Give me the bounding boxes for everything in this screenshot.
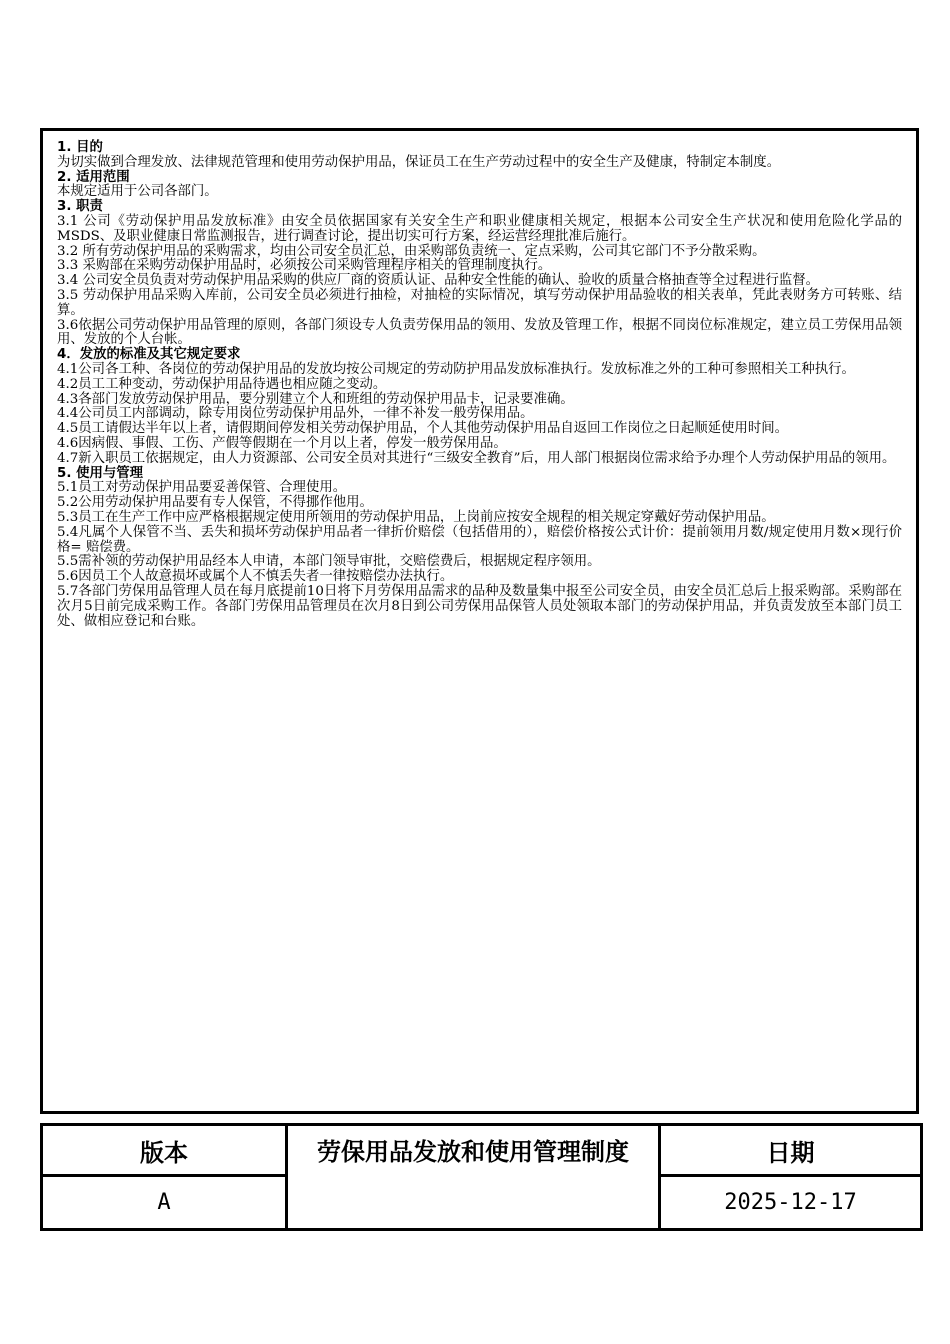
clause-5-4: 5.4凡属个人保管不当、丢失和损坏劳动保护用品者一律折价赔偿（包括借用的），赔偿价格按公式计价：提前领用月数/规定使用月数×现行价格= 赔偿费。 (57, 524, 902, 555)
version-label: 版本 (42, 1125, 287, 1176)
clause-5-5: 5.5需补领的劳动保护用品经本人申请，本部门领导审批，交赔偿费后，根据规定程序领用。 (57, 554, 601, 570)
section-4-heading: 4．发放的标准及其它规定要求 (57, 347, 241, 363)
clause-3-1: 3.1 公司《劳动保护用品发放标准》由安全员依据国家有关安全生产和职业健康相关规定，根据本公司安全生产状况和使用危险化学品的MSDS、及职业健康日常监测报告，进行调查讨论，提出切实可行方案，经运营经理批准后施行。 (57, 213, 902, 244)
clause-4-5: 4.5员工请假达半年以上者，请假期间停发相关劳动保护用品，个人其他劳动保护用品自返回工作岗位之日起顺延使用时间。 (57, 421, 788, 437)
clause-5-3: 5.3员工在生产工作中应严格根据规定使用所领用的劳动保护用品，上岗前应按安全规程的相关规定穿戴好劳动保护用品。 (57, 509, 775, 525)
clause-4-2: 4.2员工工种变动，劳动保护用品待遇也相应随之变动。 (57, 376, 387, 392)
clause-5-7: 5.7各部门劳保用品管理人员在每月底提前10日将下月劳保用品需求的品种及数量集中报至公司安全员，由安全员汇总后上报采购部。采购部在次月5日前完成采购工作。各部门劳保用品管理员在次月8日到公司劳保用品保管人员处领取本部门的劳动保护用品，并负责发放至本部门员工处、做相应登记和台账。 (57, 583, 902, 629)
date-label: 日期 (660, 1125, 922, 1176)
clause-4-7: 4.7新入职员工依据规定，由人力资源部、公司安全员对其进行“三级安全教育”后，用人部门根据岗位需求给予办理个人劳动保护用品的领用。 (57, 450, 896, 466)
section-2-text: 本规定适用于公司各部门。 (57, 184, 218, 200)
clause-4-1: 4.1公司各工种、各岗位的劳动保护用品的发放均按公司规定的劳动防护用品发放标准执行。发放标准之外的工种可参照相关工种执行。 (57, 361, 855, 377)
section-1-text: 为切实做到合理发放、法律规范管理和使用劳动保护用品，保证员工在生产劳动过程中的安全生产及健康，特制定本制度。 (57, 154, 781, 170)
clause-3-5: 3.5 劳动保护用品采购入库前，公司安全员必须进行抽检，对抽检的实际情况，填写劳动保护用品验收的相关表单，凭此表财务方可转账、结算。 (57, 287, 902, 318)
clause-4-4: 4.4公司员工内部调动，除专用岗位劳动保护用品外，一律不补发一般劳保用品。 (57, 406, 534, 422)
clause-3-2: 3.2 所有劳动保护用品的采购需求，均由公司安全员汇总，由采购部负责统一、定点采购，公司其它部门不予分散采购。 (57, 243, 766, 259)
section-3-heading: 3. 职责 (57, 199, 103, 215)
clause-3-3: 3.3 采购部在采购劳动保护用品时，必须按公司采购管理程序相关的管理制度执行。 (57, 258, 552, 274)
document-body (40, 128, 919, 1114)
clause-5-1: 5.1员工对劳动保护用品要妥善保管、合理使用。 (57, 480, 347, 496)
clause-4-3: 4.3各部门发放劳动保护用品，要分别建立个人和班组的劳动保护用品卡，记录要准确。 (57, 391, 574, 407)
date-value: 2025-12-17 (660, 1176, 922, 1230)
version-value: A (42, 1176, 287, 1230)
clause-5-6: 5.6因员工个人故意损坏或属个人不慎丢失者一律按赔偿办法执行。 (57, 569, 454, 585)
section-1-heading: 1. 目的 (57, 140, 103, 155)
section-5-heading: 5. 使用与管理 (57, 465, 144, 481)
document-title: 劳保用品发放和使用管理制度 (287, 1125, 660, 1230)
clause-5-2: 5.2公用劳动保护用品要有专人保管，不得挪作他用。 (57, 495, 373, 511)
clause-3-6: 3.6依据公司劳动保护用品管理的原则，各部门须设专人负责劳保用品的领用、发放及管理工作，根据不同岗位标准规定，建立员工劳保用品领用、发放的个人台帐。 (57, 317, 902, 348)
clause-4-6: 4.6因病假、事假、工伤、产假等假期在一个月以上者，停发一般劳保用品。 (57, 435, 507, 451)
clause-3-4: 3.4 公司安全员负责对劳动保护用品采购的供应厂商的资质认证、品种安全性能的确认、验收的质量合格抽查等全过程进行监督。 (57, 273, 820, 289)
document-footer-table (40, 1123, 923, 1231)
section-2-heading: 2. 适用范围 (57, 169, 130, 185)
